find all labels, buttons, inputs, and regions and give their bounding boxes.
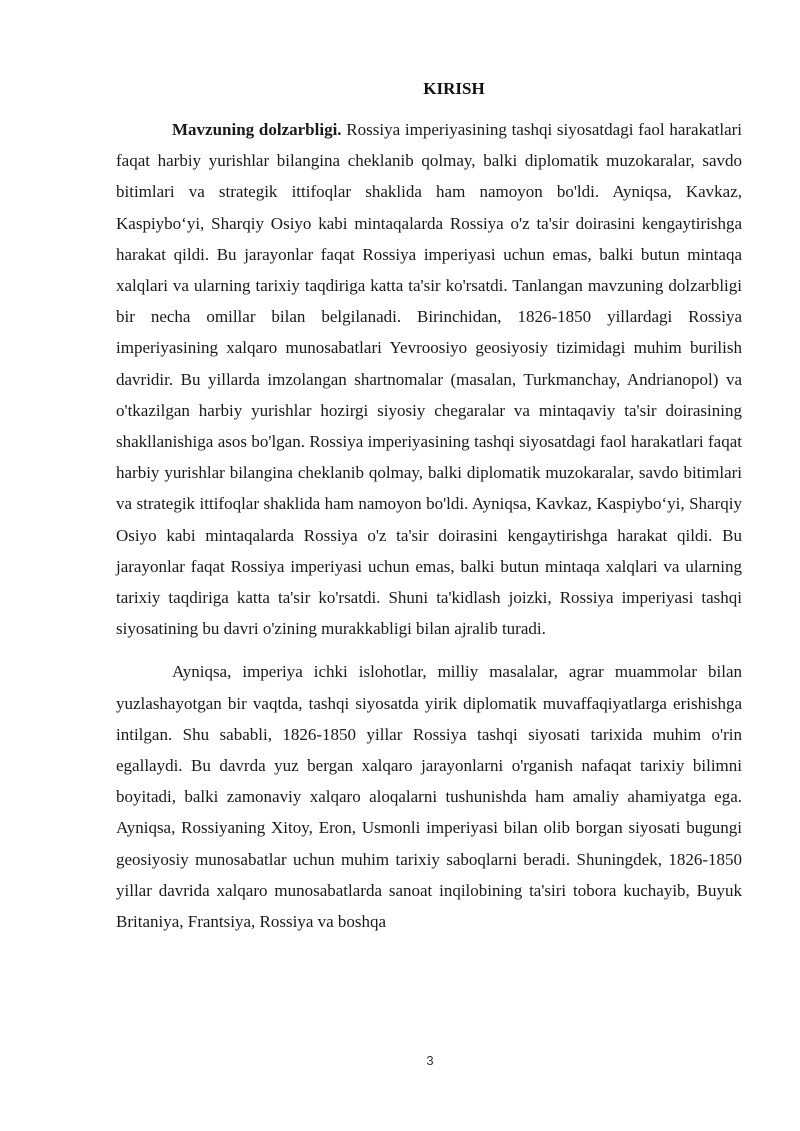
page-number: 3 <box>426 1053 434 1068</box>
page-content <box>116 0 742 937</box>
paragraph-continuation: Ayniqsa, imperiya ichki islohotlar, milliy masalalar, agrar muammolar bilan yuzlashayotgan bir vaqtda, tashqi siyosatda yirik diplomatik muvaffaqiyatlarga erishishga intilgan. Shu sababli, 1826-1850 yillar Rossiya tashqi siyosati tarixida muhim o'rin egallaydi. Bu davrda yuz bergan xalqaro jarayonlarni o'rganish nafaqat tarixiy bilimni boyitadi, balki zamonaviy xalqaro aloqalarni tushunishda ham amaliy ahamiyatga ega. Ayniqsa, Rossiyaning Xitoy, Eron, Usmonli imperiyasi bilan olib borgan siyosati bugungi geosiyosiy munosabatlar uchun muhim tarixiy saboqlarni beradi. Shuningdek, 1826-1850 yillar davrida xalqaro munosabatlarda sanoat inqilobining ta'siri tobora kuchayib, Buyuk Britaniya, Frantsiya, Rossiya va boshqa <box>116 662 742 932</box>
paragraph-body: Rossiya imperiyasining tashqi siyosatdagi faol harakatlari faqat harbiy yurishlar bilangina cheklanib qolmay, balki diplomatik muzokaralar, savdo bitimlari va strategik ittifoqlar shaklida ham namoyon bo'ldi. Ayniqsa, Kavkaz, Kaspiybo‘yi, Sharqiy Osiyo kabi mintaqalarda Rossiya o'z ta'sir doirasini kengaytirishga harakat qildi. Bu jarayonlar faqat Rossiya imperiyasi uchun emas, balki butun mintaqa xalqlari va ularning tarixiy taqdiriga katta ta'sir ko'rsatdi. Tanlangan mavzuning dolzarbligi bir necha omillar bilan belgilanadi. Birinchidan, 1826-1850 yillardagi Rossiya imperiyasining xalqaro munosabatlari Yevroosiyo geosiyosiy tizimidagi muhim burilish davridir. Bu yillarda imzolangan shartnomalar (masalan, Turkmanchay, Andrianopol) va o'tkazilgan harbiy yurishlar hozirgi siyosiy chegaralar va mintaqaviy ta'sir doirasining shakllanishiga asos bo'lgan. Rossiya imperiyasining tashqi siyosatdagi faol harakatlari faqat harbiy yurishlar bilangina cheklanib qolmay, balki diplomatik muzokaralar, savdo bitimlari va strategik ittifoqlar shaklida ham namoyon bo'ldi. Ayniqsa, Kavkaz, Kaspiybo‘yi, Sharqiy Osiyo kabi mintaqalarda Rossiya o'z ta'sir doirasini kengaytirishga harakat qildi. Bu jarayonlar faqat Rossiya imperiyasi uchun emas, balki butun mintaqa xalqlari va ularning tarixiy taqdiriga katta ta'sir ko'rsatdi. Shuni ta'kidlash joizki, Rossiya imperiyasi tashqi siyosatining bu davri o'zining murakkabligi bilan ajralib turadi. <box>116 120 742 639</box>
paragraph-relevance <box>116 114 742 644</box>
paragraph-lead: Mavzuning dolzarbligi. <box>172 120 342 139</box>
section-heading: KIRISH <box>423 79 485 98</box>
